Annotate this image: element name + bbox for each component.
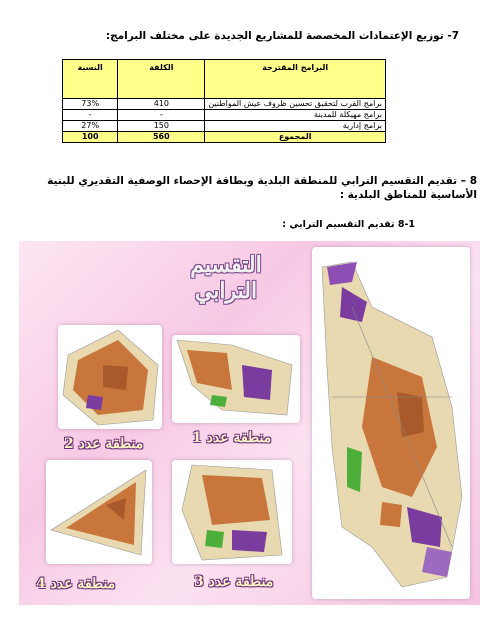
main-map-illustration bbox=[312, 247, 470, 599]
section-8-heading: 8 – تقديم التقسيم الترابي للمنطقة البلدية وبطاقة الإحصاء الوصفية التقديري للبنية الأساسية للمناطق البلدية : bbox=[47, 175, 477, 201]
header-cost: الكلفة bbox=[118, 60, 205, 99]
table-total-row bbox=[63, 132, 386, 143]
figure-title: التقسيم الترابي bbox=[190, 252, 262, 304]
row-cost: - bbox=[118, 110, 205, 121]
section-8-1-heading: 8-1 تقديم التقسيم الترابي : bbox=[282, 219, 415, 230]
zone-2-illustration bbox=[58, 325, 162, 429]
table-row bbox=[63, 110, 386, 121]
zone-4-illustration bbox=[46, 460, 152, 564]
row-program: برامج إدارية bbox=[205, 121, 386, 132]
total-ratio: 100 bbox=[63, 132, 118, 143]
zone-label-4: منطقة عدد 4 bbox=[36, 576, 116, 592]
zone-label-3: منطقة عدد 3 bbox=[194, 574, 274, 590]
zone-label-1: منطقة عدد 1 bbox=[192, 430, 272, 446]
row-ratio: 27% bbox=[63, 121, 118, 132]
row-ratio: - bbox=[63, 110, 118, 121]
row-program: برامج مهيكلة للمدينة bbox=[205, 110, 386, 121]
row-program: برامج القرب لتحقيق تحسين ظروف عيش المواطنين bbox=[205, 99, 386, 110]
zone-label-2: منطقة عدد 2 bbox=[64, 436, 144, 452]
budget-table bbox=[62, 59, 386, 143]
main-map bbox=[312, 247, 470, 599]
zone-4-map bbox=[46, 460, 152, 564]
row-cost: 410 bbox=[118, 99, 205, 110]
total-label: المجموع bbox=[205, 132, 386, 143]
header-ratio: النسبة bbox=[63, 60, 118, 99]
zone-3-illustration bbox=[172, 460, 292, 564]
header-program: البرامج المقترحة bbox=[205, 60, 386, 99]
zone-1-map bbox=[172, 335, 300, 423]
row-cost: 150 bbox=[118, 121, 205, 132]
total-cost: 560 bbox=[118, 132, 205, 143]
section-7-heading: 7- توزيع الإعتمادات المخصصة للمشاريع الجديدة على مختلف البرامج: bbox=[105, 30, 459, 42]
zone-3-map bbox=[172, 460, 292, 564]
table-row bbox=[63, 99, 386, 110]
row-ratio: 73% bbox=[63, 99, 118, 110]
zone-2-map bbox=[58, 325, 162, 429]
table-row bbox=[63, 121, 386, 132]
zone-1-illustration bbox=[172, 335, 300, 423]
table-header-row bbox=[63, 60, 386, 99]
